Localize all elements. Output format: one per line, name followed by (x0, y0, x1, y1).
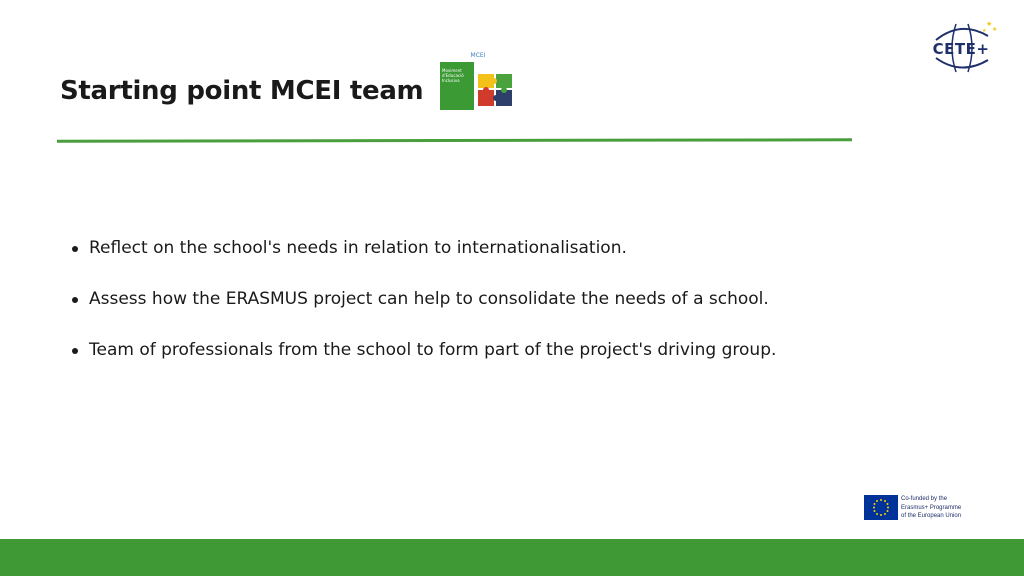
list-item-text: Assess how the ERASMUS project can help to consolidate the needs of a school. (89, 289, 769, 309)
svg-text:★: ★ (982, 28, 987, 34)
bullet-icon (72, 246, 78, 252)
eu-funding-line: Erasmus+ Programme (901, 504, 962, 511)
svg-text:★: ★ (986, 20, 993, 28)
bullet-icon (72, 348, 78, 354)
puzzle-icon (476, 70, 516, 110)
list-item (72, 236, 776, 260)
eu-funding-line: Co-funded by the (901, 496, 948, 502)
title-divider (57, 138, 852, 142)
eu-funding-line: of the European Union (901, 513, 962, 519)
list-item (72, 287, 776, 311)
footer-bar (0, 539, 1024, 576)
list-item-text: Team of professionals from the school to form part of the project's driving group. (89, 340, 777, 360)
bullet-icon (72, 297, 78, 303)
list-item (72, 338, 776, 362)
svg-text:★: ★ (992, 26, 998, 33)
mcei-logo (440, 52, 516, 110)
cete-logo (926, 18, 1002, 78)
mcei-logo-green-box (440, 62, 474, 110)
eu-funding-text (901, 495, 961, 521)
eu-flag-icon (864, 495, 898, 520)
slide-title: Starting point MCEI team (60, 76, 424, 106)
list-item-text: Reflect on the school's needs in relation to internationalisation. (89, 238, 627, 258)
bullet-list (72, 236, 776, 389)
mcei-logo-caption: MCEI (470, 52, 486, 59)
mcei-logo-box-text: Moviment d'Educació Inclusiva (442, 68, 464, 83)
cete-logo-text: CETE+ (932, 40, 990, 58)
eu-funding-badge (864, 495, 1004, 521)
